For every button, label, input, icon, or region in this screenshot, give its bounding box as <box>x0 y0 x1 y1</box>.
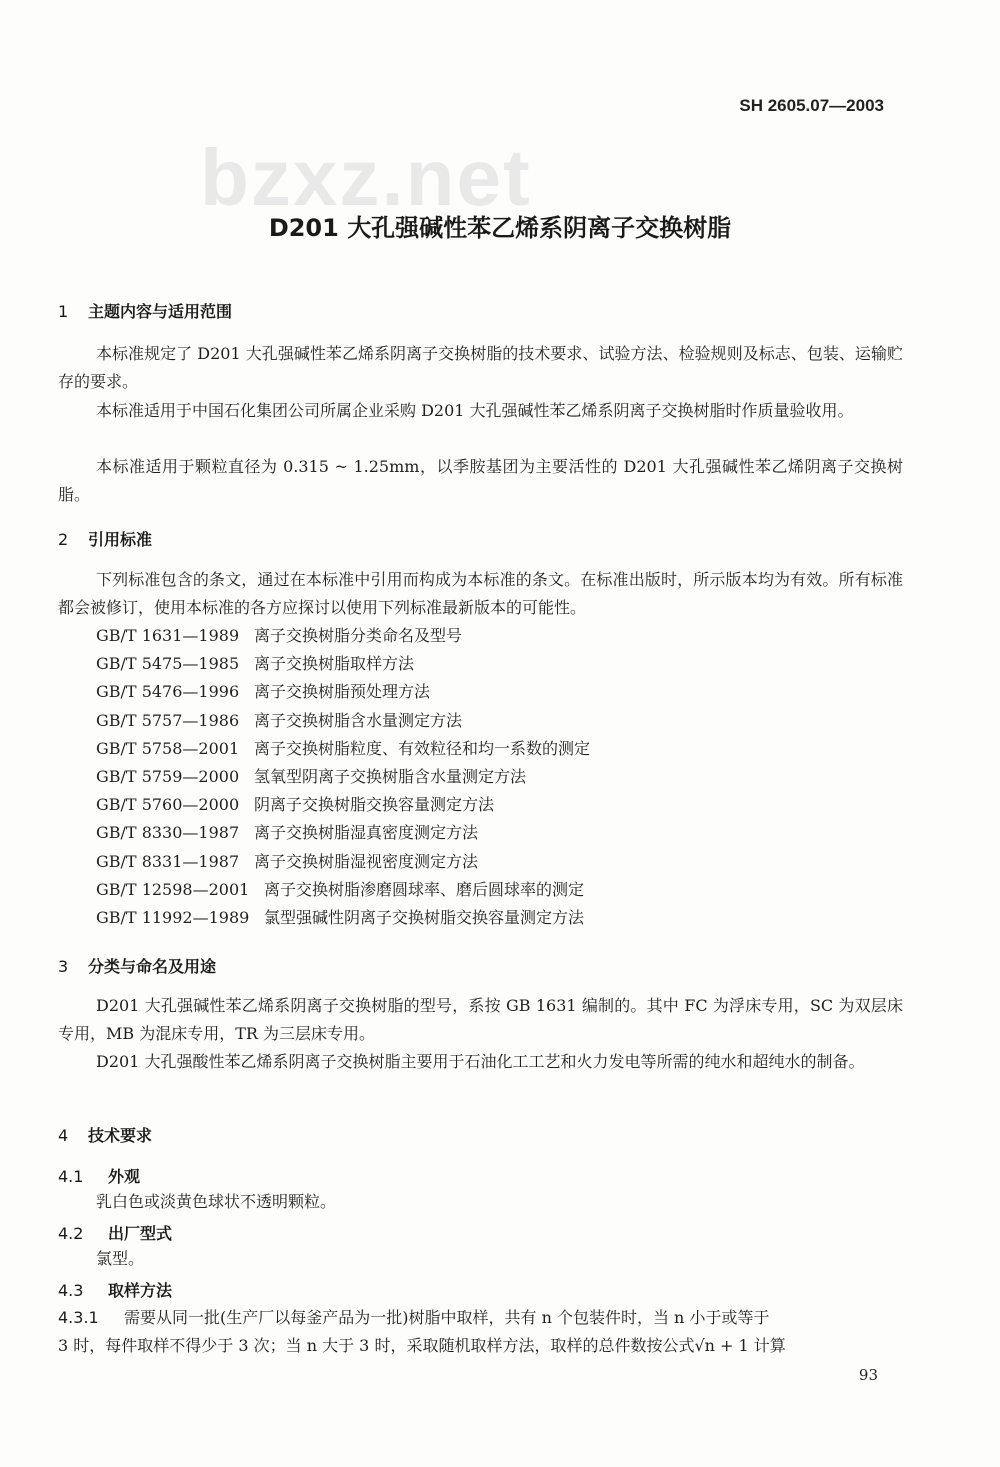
section-1-paragraph-3: 本标准适用于颗粒直径为 0.315 ~ 1.25mm，以季胺基团为主要活性的 D201 大孔强碱性苯乙烯阴离子交换树脂。 <box>58 457 903 504</box>
section-2-heading <box>58 527 152 550</box>
reference-code: GB/T 5758—2001 <box>96 738 240 758</box>
section-1-paragraph-1: 本标准规定了 D201 大孔强碱性苯乙烯系阴离子交换树脂的技术要求、试验方法、检验规则及标志、包装、运输贮存的要求。 <box>58 344 903 391</box>
reference-code: GB/T 5476—1996 <box>96 682 240 702</box>
reference-title: 离子交换树脂预处理方法 <box>254 682 431 702</box>
document-title: D201 大孔强碱性苯乙烯系阴离子交换树脂 <box>268 214 732 242</box>
subsection-title: 取样方法 <box>108 1281 173 1300</box>
reference-code: GB/T 5757—1986 <box>96 710 240 730</box>
subsection-4-2-heading <box>58 1221 172 1244</box>
reference-code: GB/T 5760—2000 <box>96 795 240 815</box>
section-number: 2 <box>58 530 69 549</box>
reference-item <box>96 622 590 650</box>
section-1-paragraph-2: 本标准适用于中国石化集团公司所属企业采购 D201 大孔强碱性苯乙烯系阴离子交换树脂时作质量验收用。 <box>96 401 854 420</box>
reference-list <box>96 622 590 932</box>
clause-4-3-1-line-1 <box>58 1304 769 1332</box>
reference-title: 离子交换树脂渗磨圆球率、磨后圆球率的测定 <box>264 879 585 899</box>
reference-item <box>96 763 590 791</box>
section-title: 技术要求 <box>88 1126 153 1145</box>
reference-title: 离子交换树脂湿真密度测定方法 <box>254 823 479 843</box>
reference-code: GB/T 5759—2000 <box>96 766 240 786</box>
section-number: 4 <box>58 1126 69 1145</box>
section-3-paragraph-1: D201 大孔强碱性苯乙烯系阴离子交换树脂的型号，系按 GB 1631 编制的。其中 FC 为浮床专用，SC 为双层床专用，MB 为混床专用，TR 为三层床专用。 <box>58 996 903 1043</box>
reference-item <box>96 707 590 735</box>
watermark: bzxz.net <box>200 133 532 222</box>
reference-code: GB/T 12598—2001 <box>96 879 250 899</box>
section-title: 引用标准 <box>88 530 153 549</box>
section-4-heading <box>58 1123 152 1146</box>
subsection-4-1-heading <box>58 1164 140 1187</box>
subsection-4-1-text: 乳白色或淡黄色球状不透明颗粒。 <box>96 1192 337 1211</box>
section-2-intro: 下列标准包含的条文，通过在本标准中引用而构成为本标准的条文。在标准出版时，所示版本均为有效。所有标准都会被修订，使用本标准的各方应探讨以使用下列标准最新版本的可能性。 <box>58 570 903 617</box>
reference-item <box>96 735 590 763</box>
section-1-heading <box>58 299 232 322</box>
reference-title: 氯型强碱性阴离子交换树脂交换容量测定方法 <box>264 907 585 927</box>
subsection-number: 4.3 <box>58 1281 84 1300</box>
subsection-number: 4.1 <box>58 1167 84 1186</box>
section-3-heading <box>58 954 216 977</box>
reference-item <box>96 819 590 847</box>
clause-number: 4.3.1 <box>58 1308 99 1327</box>
reference-item <box>96 876 590 904</box>
reference-item <box>96 848 590 876</box>
reference-item <box>96 678 590 706</box>
subsection-number: 4.2 <box>58 1224 84 1243</box>
section-title: 分类与命名及用途 <box>88 957 217 976</box>
reference-item <box>96 904 590 932</box>
subsection-title: 出厂型式 <box>108 1224 173 1243</box>
section-3-paragraph-2: D201 大孔强酸性苯乙烯系阴离子交换树脂主要用于石油化工工艺和火力发电等所需的纯水和超纯水的制备。 <box>96 1052 865 1071</box>
clause-text: 需要从同一批(生产厂以每釜产品为一批)树脂中取样，共有 n 个包装件时，当 n 小于或等于 <box>124 1308 770 1327</box>
reference-title: 离子交换树脂含水量测定方法 <box>254 710 463 730</box>
document-number: SH 2605.07—2003 <box>739 96 884 115</box>
reference-item <box>96 791 590 819</box>
subsection-4-2-text: 氯型。 <box>96 1249 145 1268</box>
reference-title: 离子交换树脂分类命名及型号 <box>254 626 463 645</box>
section-number: 1 <box>58 302 69 321</box>
reference-code: GB/T 11992—1989 <box>96 907 250 927</box>
reference-title: 阴离子交换树脂交换容量测定方法 <box>254 795 495 815</box>
reference-title: 离子交换树脂湿视密度测定方法 <box>254 851 479 871</box>
subsection-4-3-heading <box>58 1278 172 1301</box>
reference-title: 离子交换树脂取样方法 <box>254 654 415 674</box>
section-title: 主题内容与适用范围 <box>88 302 233 321</box>
reference-code: GB/T 8330—1987 <box>96 823 240 843</box>
subsection-title: 外观 <box>108 1167 141 1186</box>
reference-title: 氢氧型阴离子交换树脂含水量测定方法 <box>254 766 527 786</box>
clause-4-3-1-line-2: 3 时，每件取样不得少于 3 次；当 n 大于 3 时，采取随机取样方法，取样的总件数按公式√n + 1 计算 <box>58 1336 786 1355</box>
reference-title: 离子交换树脂粒度、有效粒径和均一系数的测定 <box>254 738 591 758</box>
reference-code: GB/T 1631—1989 <box>96 626 240 645</box>
reference-code: GB/T 8331—1987 <box>96 851 240 871</box>
section-number: 3 <box>58 957 69 976</box>
page-number: 93 <box>858 1366 878 1384</box>
reference-item <box>96 650 590 678</box>
reference-code: GB/T 5475—1985 <box>96 654 240 674</box>
